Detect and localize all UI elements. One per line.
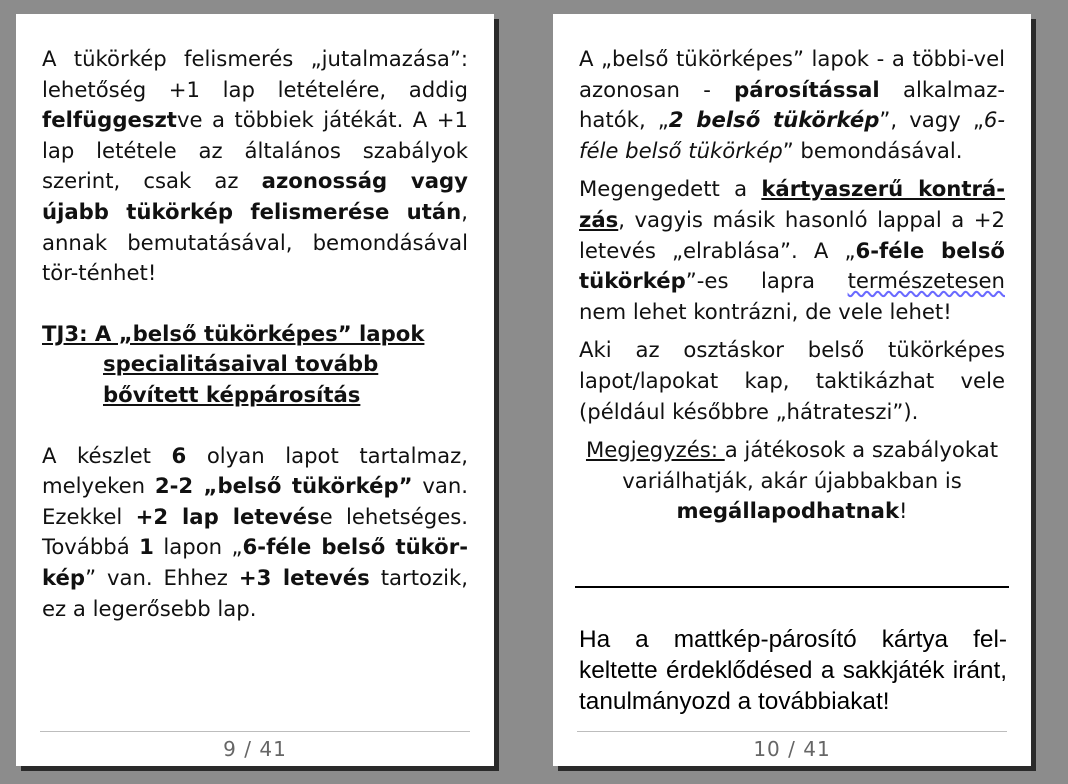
footer-divider: [40, 731, 470, 732]
page-number: 9 / 41: [223, 737, 287, 761]
section-heading-tj3: TJ3: A „belső tükörképes” lapok specialitásaival tovább bővített képpárosítás: [42, 320, 425, 407]
pairing-paragraph: A „belső tükörképes” lapok - a többi-vel azonosan - párosítással alkalmaz-hatók, „2 belső tükörkép”, vagy „6-féle belső tükörkép” bemondásával.: [579, 46, 1005, 163]
page-10: [553, 14, 1031, 766]
closing-paragraph: Ha a mattkép-párosító kártya fel-keltette érdeklődésed a sakkjáték iránt, tanulmányozd a továbbiakat!: [579, 626, 1007, 715]
note-paragraph: Megjegyzés: a játékosok a szabályokat variálhatják, akár újabbakban is megállapodhatnak!: [585, 437, 999, 524]
page-number: 10 / 41: [753, 737, 831, 761]
page-10-content: [579, 44, 1005, 527]
reward-paragraph: A tükörkép felismerés „jutalmazása”: lehetőség +1 lap letételére, addig felfüggesztve a többiek játékát. A +1 lap letétele az általános szabályok szerint, csak az azonosság vagy újabb tükörkép felismerése után, annak bemutatásával, bemondásával tör-ténhet!: [42, 46, 468, 286]
page-9: [16, 14, 494, 766]
page-9-content: [42, 44, 468, 624]
counter-paragraph: Megengedett a kártyaszerű kontrá-zás, vagyis másik hasonló lappal a +2 letevés „elrablása”. A „6-féle belső tükörkép”-es lapra természetesen nem lehet kontrázni, de vele lehet!: [579, 176, 1006, 324]
section-divider: [575, 586, 1009, 588]
set-description-paragraph: A készlet 6 olyan lapot tartalmaz, melyeken 2-2 „belső tükörkép” van. Ezekkel +2 lap letevése lehetséges. Továbbá 1 lapon „6-féle belső tükör-kép” van. Ehhez +3 letevés tartozik, ez a legerősebb lap.: [42, 442, 468, 621]
tactics-paragraph: Aki az osztáskor belső tükörképes lapot/lapokat kap, taktikázhat vele (például későbbre „hátrateszi”).: [579, 337, 1005, 424]
footer-divider: [577, 731, 1007, 732]
